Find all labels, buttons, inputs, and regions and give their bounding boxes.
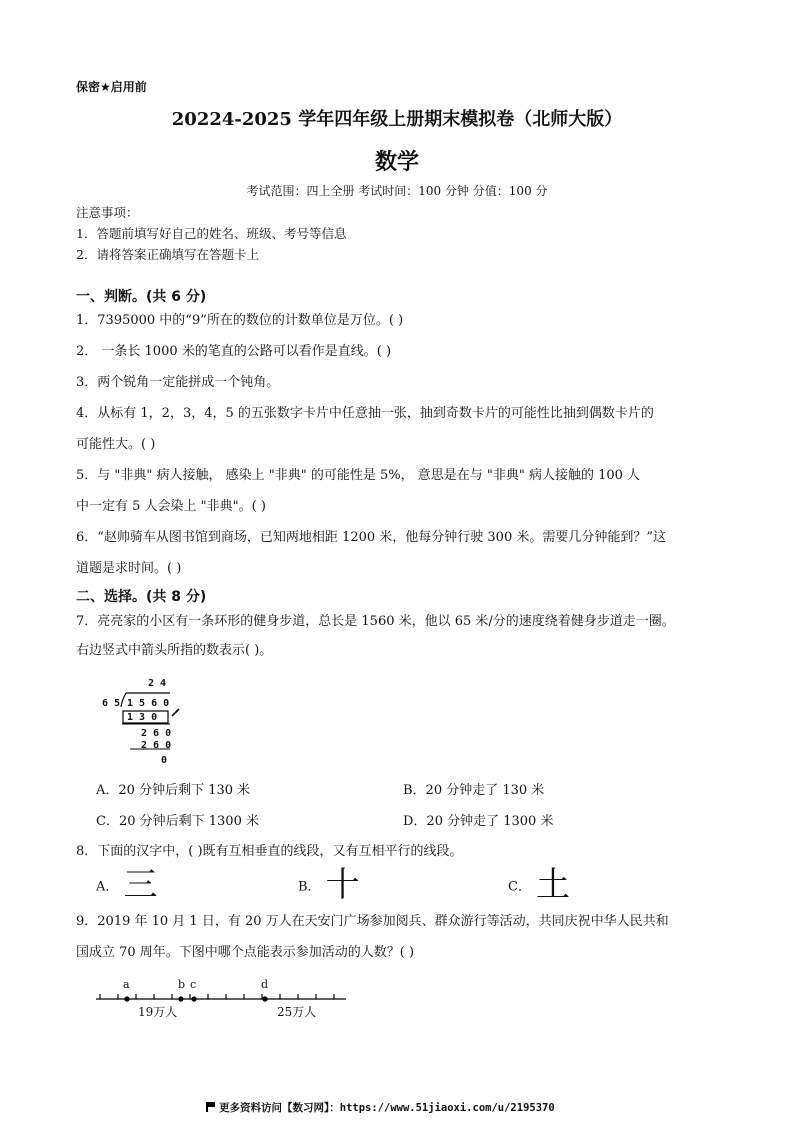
question-1: 1．7395000 中的“9”所在的数位的计数单位是万位。( ) [76,313,404,328]
dividend: 1 5 6 0 [127,698,170,709]
product-line: 1 3 0 [127,712,158,723]
question-8: 8．下面的汉字中，( )既有互相垂直的线段，又有互相平行的线段。 [76,844,463,859]
question-6-line1: 6．“赵帅骑车从图书馆到商场，已知两地相距 1200 米，他每分钟行驶 300 米。需要几分钟能到？”这 [76,530,666,545]
question-5-line2: 中一定有 5 人会染上 "非典"。( ) [76,499,266,514]
point-label-a: a [123,978,130,991]
note-item: 2．请将答案正确填写在答题卡上 [76,247,259,262]
point-label-d: d [261,978,269,991]
option-label: A． [96,879,119,895]
q8-option-c [508,865,571,905]
point-label-c: c [190,978,197,991]
axis-label-19: 19万人 [138,1005,178,1019]
note-item: 1．答题前填写好自己的姓名、班级、考号等信息 [76,226,347,241]
product-line-2: 2 6 0 [141,740,172,751]
question-9-line1: 9．2019 年 10 月 1 日，有 20 万人在天安门广场参加阅兵、群众游行等活动，共同庆祝中华人民共和 [76,914,669,929]
tick-marks [100,994,334,999]
confidential-label: 保密★启用前 [76,80,147,94]
point-b [178,996,183,1001]
q8-option-a [96,865,158,905]
q8-option-b [298,865,360,905]
question-4-line1: 4．从标有 1，2，3，4，5 的五张数字卡片中任意抽一张，抽到奇数卡片的可能性比抽到偶数卡片的 [76,406,654,421]
exam-info: 考试范围：四上全册 考试时间：100 分钟 分值：100 分 [246,184,548,198]
exam-title: 20224-2025 学年四年级上册期末模拟卷（北师大版） [171,109,623,130]
flag-icon [206,1102,215,1112]
question-2: 2． 一条长 1000 米的笔直的公路可以看作是直线。( ) [76,344,392,359]
q7-option-c: C．20 分钟后剩下 1300 米 [96,814,259,829]
footer-text: 更多资料访问【数习网】：https://www.51jiaoxi.com/u/2195370 [219,1102,555,1114]
question-7-line2: 右边竖式中箭头所指的数表示( )。 [76,643,273,658]
question-3: 3．两个锐角一定能拼成一个钝角。 [76,375,280,390]
section2-heading: 二、选择。(共 8 分) [76,589,207,605]
section1-heading: 一、判断。(共 6 分) [76,289,207,305]
question-5-line1: 5．与 "非典" 病人接触， 感染上 "非典" 的可能性是 5%， 意思是在与 "非典" 病人接触的 100 人 [76,468,641,483]
character: 三 [123,865,158,905]
character: 十 [325,865,360,905]
long-division-figure [100,678,190,770]
question-7-line1: 7．亮亮家的小区有一条环形的健身步道，总长是 1560 米，他以 65 米/分的速度绕着健身步道走一圈。 [76,614,675,629]
q7-option-d: D．20 分钟走了 1300 米 [403,814,554,829]
number-line [94,975,354,1025]
option-label: B． [298,879,321,895]
remainder-line: 2 6 0 [141,728,172,739]
q7-option-a: A．20 分钟后剩下 130 米 [96,783,251,798]
divisor: 6 5 [102,698,121,709]
division-bracket [100,678,190,770]
notes-heading: 注意事项： [76,205,139,220]
axis-label-25: 25万人 [277,1005,317,1019]
point-c [191,996,196,1001]
final-remainder: 0 [161,755,168,766]
q7-option-b: B．20 分钟走了 130 米 [403,783,545,798]
subject-title: 数学 [374,149,419,175]
point-a [124,996,129,1001]
quotient: 2 4 [148,678,167,689]
arrow-pointer [172,709,179,716]
option-label: C． [508,879,531,895]
character: 土 [536,865,571,905]
point-d [262,996,267,1001]
question-6-line2: 道题是求时间。( ) [76,561,182,576]
question-4-line2: 可能性大。( ) [76,437,156,452]
point-label-b: b [178,978,186,991]
question-9-line2: 国成立 70 周年。下图中哪个点能表示参加活动的人数？( ) [76,945,415,960]
footer-link[interactable] [206,1100,555,1115]
